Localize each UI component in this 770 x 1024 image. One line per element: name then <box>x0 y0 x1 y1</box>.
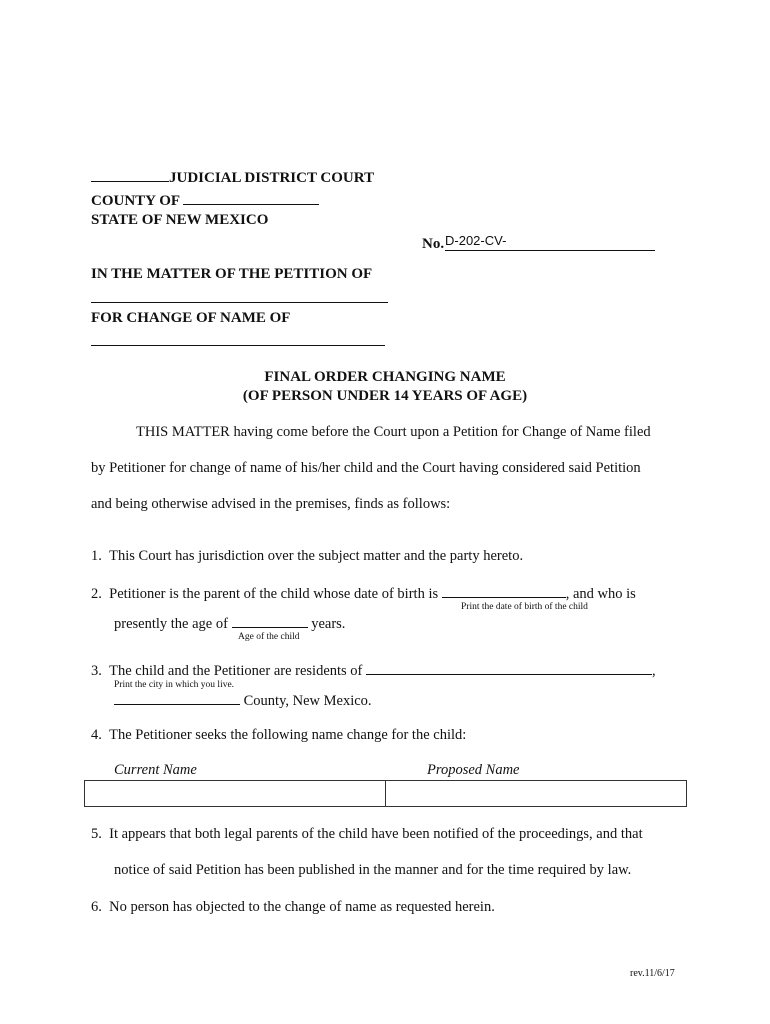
current-name-label: Current Name <box>114 762 197 778</box>
finding-1 <box>91 548 523 565</box>
case-number <box>422 235 444 253</box>
finding-number: 4. <box>91 727 102 743</box>
finding-2-age <box>114 614 345 633</box>
finding-3 <box>91 661 656 680</box>
intro-line3: and being otherwise advised in the premises, finds as follows: <box>91 496 451 512</box>
dob-blank[interactable] <box>442 584 566 598</box>
finding-text: Petitioner is the parent of the child whose date of birth is <box>109 586 439 602</box>
change-label: FOR CHANGE OF NAME OF <box>91 310 291 326</box>
proposed-name-label: Proposed Name <box>427 762 520 778</box>
finding-4 <box>91 727 466 744</box>
county-blank[interactable] <box>183 191 319 205</box>
finding-text: County, New Mexico. <box>243 693 372 709</box>
finding-text: years. <box>311 616 346 632</box>
order-title-line2: (OF PERSON UNDER 14 YEARS OF AGE) <box>242 388 528 404</box>
name-change-table <box>84 780 687 807</box>
finding-text: The Petitioner seeks the following name change for the child: <box>109 727 467 743</box>
finding-number: 3. <box>91 663 102 679</box>
finding-number: 1. <box>91 548 102 564</box>
county-label: COUNTY OF <box>91 193 180 209</box>
child-name-blank[interactable] <box>91 345 385 346</box>
finding-5 <box>91 826 643 843</box>
finding-number: 5. <box>91 826 102 842</box>
case-number-field[interactable]: D-202-CV- <box>445 233 655 251</box>
county-residence-blank[interactable] <box>114 691 240 705</box>
age-hint: Age of the child <box>238 632 300 642</box>
finding-text: presently the age of <box>114 616 228 632</box>
order-title-line1: FINAL ORDER CHANGING NAME <box>264 369 506 385</box>
case-number-label: No. <box>422 236 445 252</box>
finding-3-county <box>114 691 372 710</box>
finding-text: It appears that both legal parents of the child have been notified of the proceedings, and that <box>109 826 643 842</box>
current-name-field[interactable] <box>85 781 386 807</box>
revision-footer: rev.11/6/17 <box>630 968 675 979</box>
finding-5-line2: notice of said Petition has been published in the manner and for the time required by law. <box>114 862 632 878</box>
court-heading <box>91 168 374 187</box>
finding-text: , and who is <box>565 586 636 602</box>
county-heading <box>91 191 319 210</box>
court-label: JUDICIAL DISTRICT COURT <box>169 170 375 186</box>
intro-line2: by Petitioner for change of name of his/her child and the Court having considered said Petition <box>91 460 641 476</box>
dob-hint: Print the date of birth of the child <box>461 602 588 612</box>
age-blank[interactable] <box>232 614 308 628</box>
city-hint: Print the city in which you live. <box>114 680 235 690</box>
finding-number: 2. <box>91 586 102 602</box>
city-blank[interactable] <box>366 661 652 675</box>
finding-6 <box>91 899 495 916</box>
state-label: STATE OF NEW MEXICO <box>91 212 269 228</box>
finding-number: 6. <box>91 899 102 915</box>
petitioner-name-blank[interactable] <box>91 302 388 303</box>
finding-text: This Court has jurisdiction over the subject matter and the party hereto. <box>109 548 524 564</box>
finding-text: No person has objected to the change of name as requested herein. <box>109 899 495 915</box>
petition-label: IN THE MATTER OF THE PETITION OF <box>91 266 373 282</box>
intro-line1: THIS MATTER having come before the Court upon a Petition for Change of Name filed <box>136 424 651 440</box>
finding-text: , <box>652 663 656 679</box>
proposed-name-field[interactable] <box>386 781 687 807</box>
district-blank[interactable] <box>91 168 169 182</box>
finding-text: The child and the Petitioner are residents of <box>109 663 363 679</box>
finding-2 <box>91 584 636 603</box>
